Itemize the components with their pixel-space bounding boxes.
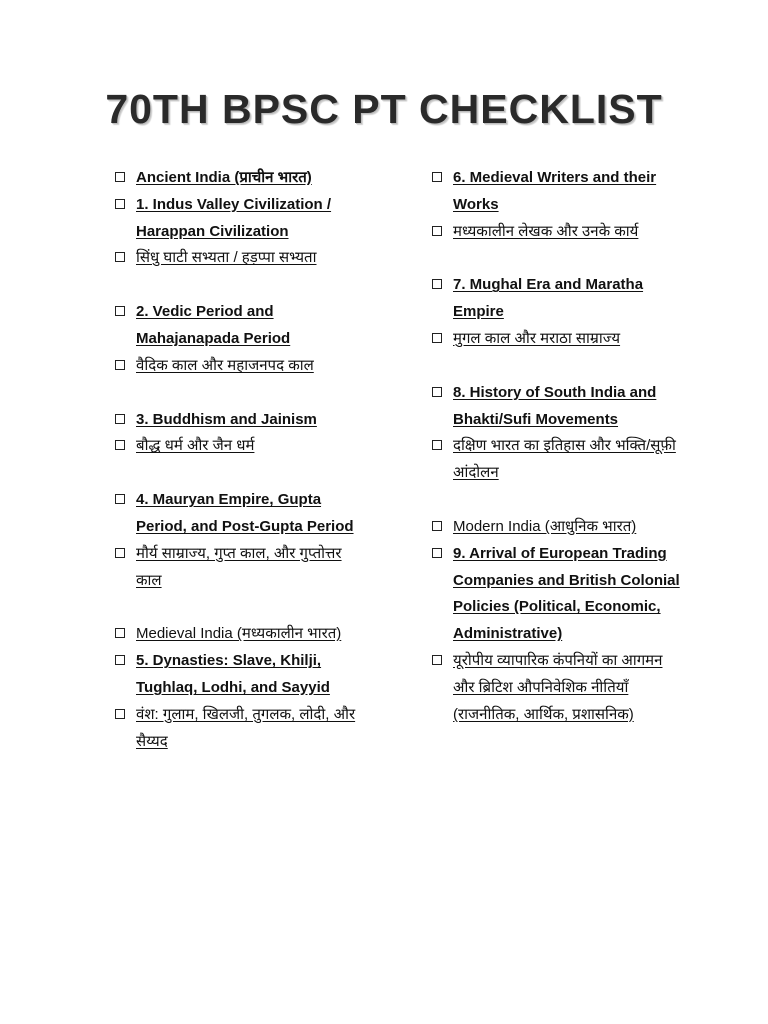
- checklist-item-south-en[interactable]: [430, 380, 680, 434]
- checkbox-icon[interactable]: [115, 548, 125, 558]
- checkbox-icon[interactable]: [432, 440, 442, 450]
- checklist-item-vedic-hi[interactable]: [113, 353, 363, 380]
- item-label: यूरोपीय व्यापारिक कंपनियों का आगमन और ब्रिटिश औपनिवेशिक नीतियाँ (राजनीतिक, आर्थिक, प्रशासनिक): [453, 651, 663, 723]
- checkbox-icon[interactable]: [115, 360, 125, 370]
- item-label: Ancient India (प्राचीन भारत): [136, 169, 312, 186]
- checklist-item-mughal-hi[interactable]: [430, 326, 680, 353]
- checkbox-icon[interactable]: [115, 440, 125, 450]
- page-title: 70TH BPSC PT CHECKLIST: [105, 86, 663, 132]
- checkbox-icon[interactable]: [115, 414, 125, 424]
- spacer: [430, 353, 680, 380]
- checklist-item-medieval-india[interactable]: [113, 621, 363, 648]
- checklist-item-european-en[interactable]: [430, 541, 680, 648]
- item-label: मुगल काल और मराठा साम्राज्य: [453, 329, 621, 347]
- checkbox-icon[interactable]: [115, 628, 125, 638]
- checklist-item-dynasties-en[interactable]: [113, 648, 363, 702]
- item-label: 7. Mughal Era and Maratha Empire: [453, 276, 644, 321]
- spacer: [113, 460, 363, 487]
- item-label: 4. Mauryan Empire, Gupta Period, and Post-Gupta Period: [136, 491, 354, 535]
- checklist-item-modern-india[interactable]: [430, 514, 680, 541]
- checklist-item-buddhism-en[interactable]: [113, 407, 363, 434]
- checkbox-icon[interactable]: [115, 655, 125, 665]
- right-column: [430, 165, 680, 728]
- item-label: दक्षिण भारत का इतिहास और भक्ति/सूफ़ी आंदोलन: [453, 437, 676, 482]
- item-label: वैदिक काल और महाजनपद काल: [136, 356, 314, 374]
- checklist-item-indus-hi[interactable]: [113, 245, 363, 272]
- item-label: बौद्ध धर्म और जैन धर्म: [136, 437, 255, 455]
- checklist-item-south-hi[interactable]: [430, 433, 680, 487]
- left-column: [113, 165, 363, 755]
- checklist-item-vedic-en[interactable]: [113, 299, 363, 353]
- checkbox-icon[interactable]: [115, 199, 125, 209]
- checkbox-icon[interactable]: [115, 494, 125, 504]
- checklist-item-mauryan-hi[interactable]: [113, 541, 363, 595]
- item-label: मौर्य साम्राज्य, गुप्त काल, और गुप्तोत्तर काल: [136, 544, 342, 589]
- spacer: [113, 272, 363, 299]
- checklist-item-mughal-en[interactable]: [430, 272, 680, 326]
- checklist-item-ancient-india[interactable]: [113, 165, 363, 192]
- checkbox-icon[interactable]: [432, 172, 442, 182]
- checklist-item-mauryan-en[interactable]: [113, 487, 363, 541]
- checkbox-icon[interactable]: [432, 387, 442, 397]
- item-label: Medieval India (मध्यकालीन भारत): [136, 625, 342, 643]
- spacer: [113, 380, 363, 407]
- item-label: मध्यकालीन लेखक और उनके कार्य: [453, 222, 639, 240]
- checkbox-icon[interactable]: [432, 521, 442, 531]
- checklist-item-european-hi[interactable]: [430, 648, 680, 728]
- checklist-item-writers-hi[interactable]: [430, 219, 680, 246]
- item-label: 5. Dynasties: Slave, Khilji, Tughlaq, Lodhi, and Sayyid: [136, 652, 330, 696]
- item-label: 9. Arrival of European Trading Companies and British Colonial Policies (Political, Economic, Administrative): [453, 544, 680, 643]
- item-label: 1. Indus Valley Civilization / Harappan Civilization: [136, 195, 332, 240]
- checkbox-icon[interactable]: [432, 333, 442, 343]
- checkbox-icon[interactable]: [115, 306, 125, 316]
- item-label: Modern India (आधुनिक भारत): [453, 517, 637, 535]
- checkbox-icon[interactable]: [115, 252, 125, 262]
- item-label: 2. Vedic Period and Mahajanapada Period: [136, 303, 291, 347]
- checkbox-icon[interactable]: [115, 172, 125, 182]
- checklist-item-buddhism-hi[interactable]: [113, 433, 363, 460]
- spacer: [113, 594, 363, 621]
- checklist-item-indus-en[interactable]: [113, 192, 363, 246]
- spacer: [430, 245, 680, 272]
- item-label: सिंधु घाटी सभ्यता / हड़प्पा सभ्यता: [136, 249, 317, 267]
- checkbox-icon[interactable]: [115, 709, 125, 719]
- checklist-item-dynasties-hi[interactable]: [113, 702, 363, 756]
- checkbox-icon[interactable]: [432, 226, 442, 236]
- item-label: 6. Medieval Writers and their Works: [453, 169, 657, 213]
- checkbox-icon[interactable]: [432, 548, 442, 558]
- checkbox-icon[interactable]: [432, 279, 442, 289]
- checkbox-icon[interactable]: [432, 655, 442, 665]
- checklist-item-writers-en[interactable]: [430, 165, 680, 219]
- item-label: 3. Buddhism and Jainism: [136, 410, 317, 428]
- spacer: [430, 487, 680, 514]
- item-label: 8. History of South India and Bhakti/Sufi Movements: [453, 383, 657, 428]
- item-label: वंश: गुलाम, खिलजी, तुगलक, लोदी, और सैय्यद: [136, 705, 356, 750]
